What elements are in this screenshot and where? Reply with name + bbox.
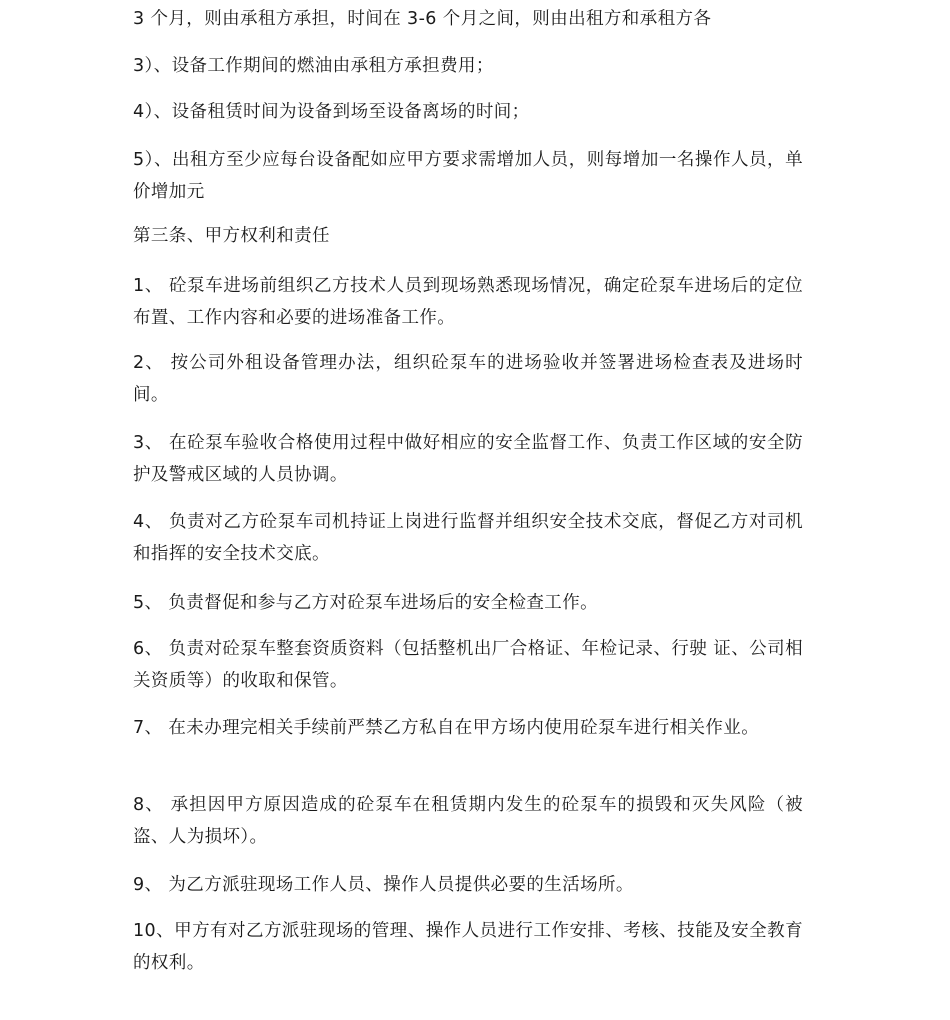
paragraph-party-a-duty-3: 3、 在砼泵车验收合格使用过程中做好相应的安全监督工作、负责工作区域的安全防护及警戒区域的人员协调。 — [133, 433, 803, 485]
paragraph-party-a-duty-1: 1、 砼泵车进场前组织乙方技术人员到现场熟悉现场情况，确定砼泵车进场后的定位布置、工作内容和必要的进场准备工作。 — [133, 276, 803, 328]
paragraph-item-4-rental-time: 4）、设备租赁时间为设备到场至设备离场的时间； — [133, 102, 530, 122]
paragraph-party-a-duty-7: 7、 在未办理完相关手续前严禁乙方私自在甲方场内使用砼泵车进行相关作业。 — [133, 718, 760, 738]
paragraph-continued-line: 3 个月，则由承租方承担，时间在 3-6 个月之间，则由出租方和承租方各 — [133, 9, 712, 29]
paragraph-party-a-duty-9: 9、 为乙方派驻现场工作人员、操作人员提供必要的生活场所。 — [133, 875, 634, 895]
section-heading-article-3: 第三条、甲方权利和责任 — [133, 226, 330, 246]
paragraph-party-a-duty-6: 6、 负责对砼泵车整套资质资料（包括整机出厂合格证、年检记录、行驶 证、公司相关资质等）的收取和保管。 — [133, 639, 803, 691]
paragraph-party-a-duty-5: 5、 负责督促和参与乙方对砼泵车进场后的安全检查工作。 — [133, 593, 598, 613]
paragraph-party-a-duty-4: 4、 负责对乙方砼泵车司机持证上岗进行监督并组织安全技术交底，督促乙方对司机和指挥的安全技术交底。 — [133, 512, 803, 564]
paragraph-item-3-fuel: 3）、设备工作期间的燃油由承租方承担费用； — [133, 56, 494, 76]
paragraph-party-a-duty-8: 8、 承担因甲方原因造成的砼泵车在租赁期内发生的砼泵车的损毁和灭失风险（被盗、人为损坏）。 — [133, 795, 803, 847]
paragraph-party-a-duty-10: 10、甲方有对乙方派驻现场的管理、操作人员进行工作安排、考核、技能及安全教育的权利。 — [133, 921, 803, 973]
paragraph-party-a-duty-2: 2、 按公司外租设备管理办法，组织砼泵车的进场验收并签署进场检查表及进场时间。 — [133, 353, 803, 405]
paragraph-item-5-operators: 5）、出租方至少应每台设备配如应甲方要求需增加人员，则每增加一名操作人员，单价增加元 — [133, 150, 803, 202]
